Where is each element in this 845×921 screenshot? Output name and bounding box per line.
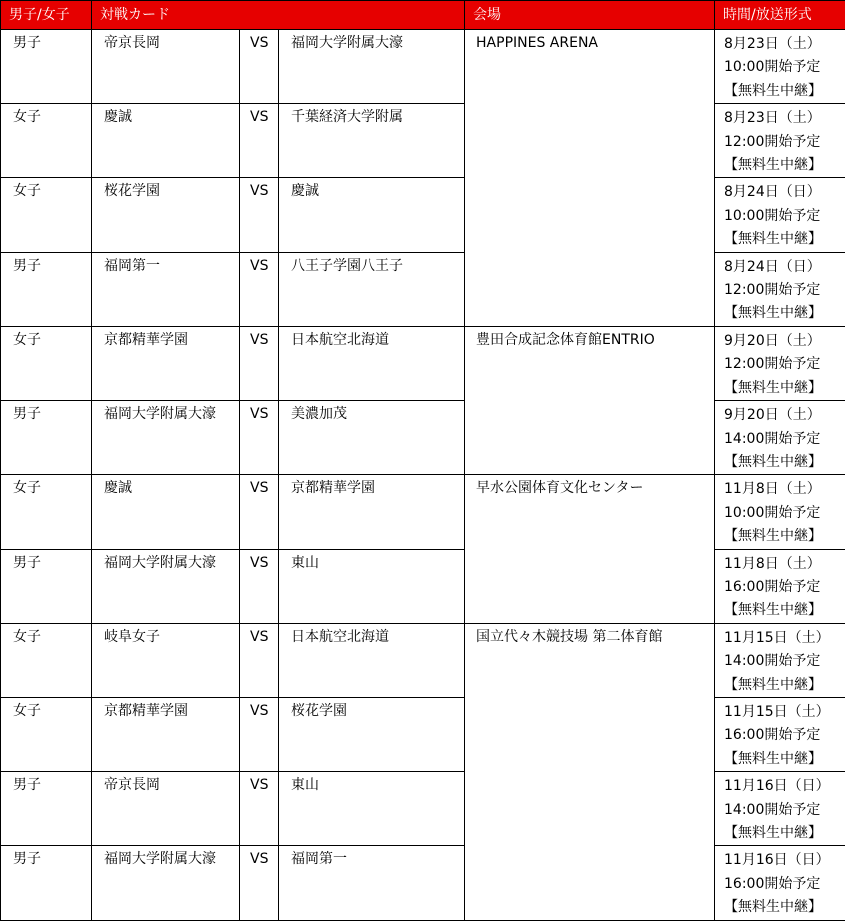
team2-cell: 八王子学園八王子 [279, 252, 465, 326]
datetime-cell [715, 252, 845, 326]
date-text: 11月8日（土） [724, 478, 845, 501]
broadcast-text: 【無料生中継】 [724, 302, 845, 325]
table-row [1, 104, 845, 178]
table-row [1, 623, 845, 697]
date-text: 11月16日（日） [724, 775, 845, 798]
gender-cell: 男子 [1, 252, 92, 326]
vs-cell: VS [240, 104, 279, 178]
datetime-cell [715, 104, 845, 178]
vs-cell: VS [240, 623, 279, 697]
team1-cell: 福岡大学附属大濠 [92, 846, 240, 920]
datetime-cell [715, 623, 845, 697]
team2-cell: 美濃加茂 [279, 401, 465, 475]
gender-cell: 男子 [1, 772, 92, 846]
table-row [1, 697, 845, 771]
team1-cell: 福岡大学附属大濠 [92, 401, 240, 475]
team1-cell: 慶誠 [92, 475, 240, 549]
table-row [1, 549, 845, 623]
broadcast-text: 【無料生中継】 [724, 748, 845, 771]
header-gender: 男子/女子 [1, 1, 92, 30]
time-text: 16:00開始予定 [724, 873, 845, 896]
date-text: 9月20日（土） [724, 330, 845, 353]
table-row [1, 475, 845, 549]
broadcast-text: 【無料生中継】 [724, 599, 845, 622]
broadcast-text: 【無料生中継】 [724, 377, 845, 400]
team2-cell: 千葉経済大学附属 [279, 104, 465, 178]
gender-cell: 女子 [1, 326, 92, 400]
datetime-cell [715, 401, 845, 475]
gender-cell: 男子 [1, 30, 92, 104]
team2-cell: 福岡第一 [279, 846, 465, 920]
team1-cell: 帝京長岡 [92, 30, 240, 104]
time-text: 14:00開始予定 [724, 428, 845, 451]
date-text: 11月15日（土） [724, 627, 845, 650]
team1-cell: 桜花学園 [92, 178, 240, 252]
date-text: 9月20日（土） [724, 404, 845, 427]
header-row [1, 1, 845, 30]
datetime-cell [715, 475, 845, 549]
date-text: 11月15日（土） [724, 701, 845, 724]
broadcast-text: 【無料生中継】 [724, 674, 845, 697]
broadcast-text: 【無料生中継】 [724, 896, 845, 919]
broadcast-text: 【無料生中継】 [724, 228, 845, 251]
gender-cell: 女子 [1, 178, 92, 252]
team2-cell: 東山 [279, 549, 465, 623]
team2-cell: 桜花学園 [279, 697, 465, 771]
vs-cell: VS [240, 772, 279, 846]
vs-cell: VS [240, 252, 279, 326]
venue-cell: 早水公園体育文化センター [465, 475, 715, 623]
broadcast-text: 【無料生中継】 [724, 154, 845, 177]
team1-cell: 岐阜女子 [92, 623, 240, 697]
time-text: 16:00開始予定 [724, 724, 845, 747]
team2-cell: 京都精華学園 [279, 475, 465, 549]
vs-cell: VS [240, 846, 279, 920]
vs-cell: VS [240, 326, 279, 400]
team2-cell: 日本航空北海道 [279, 326, 465, 400]
vs-cell: VS [240, 401, 279, 475]
time-text: 14:00開始予定 [724, 799, 845, 822]
datetime-cell [715, 549, 845, 623]
gender-cell: 女子 [1, 623, 92, 697]
team1-cell: 帝京長岡 [92, 772, 240, 846]
schedule-body [1, 30, 845, 921]
team2-cell: 福岡大学附属大濠 [279, 30, 465, 104]
datetime-cell [715, 178, 845, 252]
team1-cell: 福岡第一 [92, 252, 240, 326]
date-text: 11月16日（日） [724, 849, 845, 872]
team1-cell: 京都精華学園 [92, 697, 240, 771]
gender-cell: 男子 [1, 846, 92, 920]
gender-cell: 女子 [1, 475, 92, 549]
gender-cell: 男子 [1, 401, 92, 475]
table-row [1, 846, 845, 920]
vs-cell: VS [240, 549, 279, 623]
time-text: 10:00開始予定 [724, 56, 845, 79]
time-text: 12:00開始予定 [724, 131, 845, 154]
table-row [1, 252, 845, 326]
team2-cell: 東山 [279, 772, 465, 846]
team2-cell: 慶誠 [279, 178, 465, 252]
datetime-cell [715, 30, 845, 104]
table-row [1, 772, 845, 846]
vs-cell: VS [240, 178, 279, 252]
datetime-cell [715, 846, 845, 920]
table-row [1, 178, 845, 252]
broadcast-text: 【無料生中継】 [724, 451, 845, 474]
header-venue: 会場 [465, 1, 715, 30]
time-text: 16:00開始予定 [724, 576, 845, 599]
date-text: 8月24日（日） [724, 181, 845, 204]
date-text: 11月8日（土） [724, 553, 845, 576]
broadcast-text: 【無料生中継】 [724, 80, 845, 103]
table-row [1, 30, 845, 104]
time-text: 12:00開始予定 [724, 279, 845, 302]
venue-cell: HAPPINES ARENA [465, 30, 715, 327]
time-text: 12:00開始予定 [724, 353, 845, 376]
table-row [1, 326, 845, 400]
broadcast-text: 【無料生中継】 [724, 525, 845, 548]
vs-cell: VS [240, 30, 279, 104]
team1-cell: 福岡大学附属大濠 [92, 549, 240, 623]
gender-cell: 女子 [1, 697, 92, 771]
table-row [1, 401, 845, 475]
date-text: 8月23日（土） [724, 33, 845, 56]
time-text: 10:00開始予定 [724, 205, 845, 228]
broadcast-text: 【無料生中継】 [724, 822, 845, 845]
gender-cell: 男子 [1, 549, 92, 623]
time-text: 14:00開始予定 [724, 650, 845, 673]
team1-cell: 京都精華学園 [92, 326, 240, 400]
time-text: 10:00開始予定 [724, 502, 845, 525]
vs-cell: VS [240, 475, 279, 549]
vs-cell: VS [240, 697, 279, 771]
gender-cell: 女子 [1, 104, 92, 178]
datetime-cell [715, 326, 845, 400]
date-text: 8月23日（土） [724, 107, 845, 130]
venue-cell: 国立代々木競技場 第二体育館 [465, 623, 715, 920]
datetime-cell [715, 772, 845, 846]
team2-cell: 日本航空北海道 [279, 623, 465, 697]
team1-cell: 慶誠 [92, 104, 240, 178]
datetime-cell [715, 697, 845, 771]
venue-cell: 豊田合成記念体育館ENTRIO [465, 326, 715, 474]
date-text: 8月24日（日） [724, 256, 845, 279]
header-datetime: 時間/放送形式 [715, 1, 845, 30]
header-matchup: 対戦カード [92, 1, 465, 30]
